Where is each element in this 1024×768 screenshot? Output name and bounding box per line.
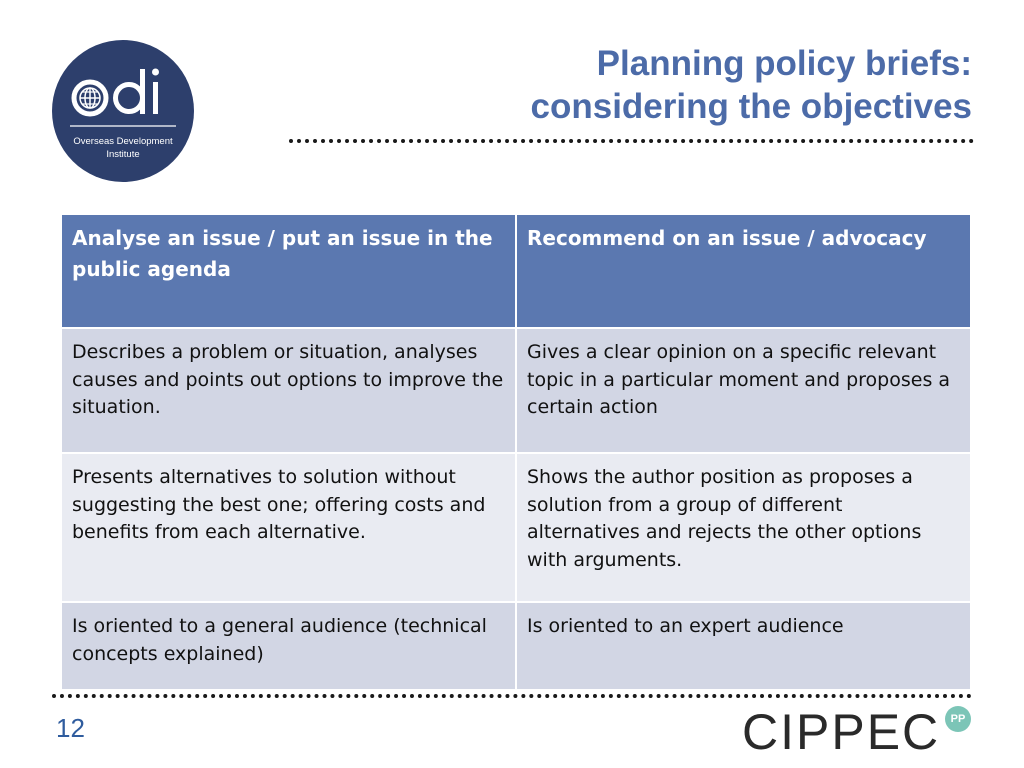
odi-logo	[52, 40, 194, 182]
table-cell: Is oriented to an expert audience	[516, 602, 971, 690]
logo-line1: Overseas Development	[73, 136, 173, 147]
top-dotted-divider	[289, 139, 974, 143]
header-recommend: Recommend on an issue / advocacy	[516, 214, 971, 328]
table-header-row	[61, 214, 971, 328]
page-number: 12	[56, 713, 85, 743]
bottom-dotted-divider	[52, 694, 972, 698]
slide-title	[372, 42, 972, 128]
table-cell: Describes a problem or situation, analyses causes and points out options to improve the situation.	[61, 328, 516, 453]
objectives-table	[60, 213, 972, 691]
logo-line2: Institute	[106, 149, 140, 160]
title-line1: Planning policy briefs:	[596, 44, 972, 83]
odi-logo-graphic	[52, 40, 194, 182]
cippec-logo	[742, 706, 982, 758]
title-line2: considering the objectives	[530, 87, 972, 126]
table-row	[61, 328, 971, 453]
table-row	[61, 453, 971, 602]
table-cell: Presents alternatives to solution without suggesting the best one; offering costs and benefits from each alternative.	[61, 453, 516, 602]
cippec-badge-icon: PP	[945, 706, 971, 732]
table-row	[61, 602, 971, 690]
table-cell: Shows the author position as proposes a solution from a group of different alternatives and rejects the other options with arguments.	[516, 453, 971, 602]
cippec-wordmark: CIPPEC	[742, 704, 941, 760]
header-analyse: Analyse an issue / put an issue in the public agenda	[61, 214, 516, 328]
table-cell: Gives a clear opinion on a specific relevant topic in a particular moment and proposes a certain action	[516, 328, 971, 453]
table-cell: Is oriented to a general audience (technical concepts explained)	[61, 602, 516, 690]
